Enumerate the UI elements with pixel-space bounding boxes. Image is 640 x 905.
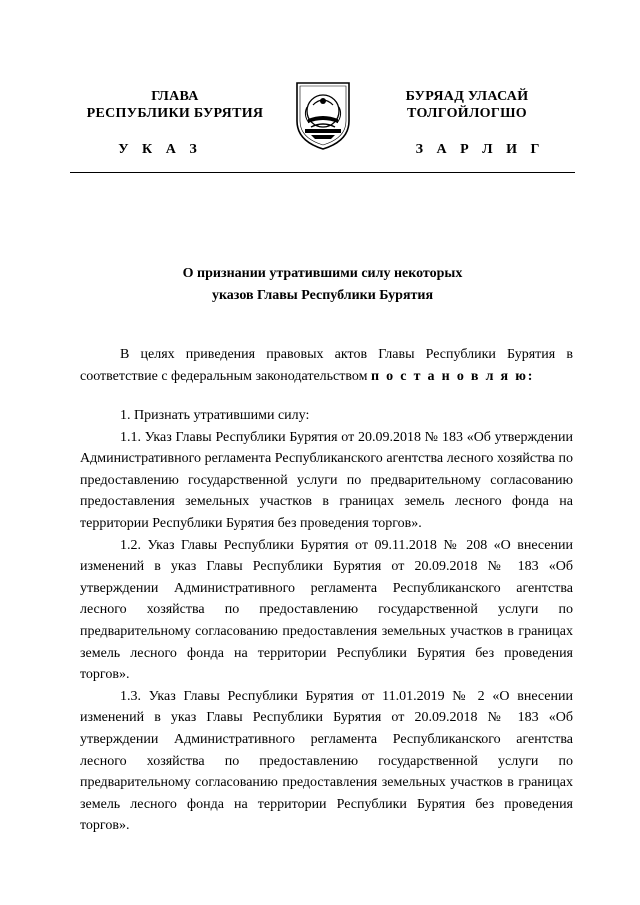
intro-paragraph xyxy=(80,344,573,387)
issuer-ru xyxy=(80,88,270,122)
decree-items xyxy=(80,405,573,837)
decree-title xyxy=(70,263,575,307)
issuer-ru-line2: РЕСПУБЛИКИ БУРЯТИЯ xyxy=(86,106,264,121)
resolution-word: п о с т а н о в л я ю: xyxy=(371,368,535,384)
issuer-ru-line1: ГЛАВА xyxy=(151,89,199,104)
intro-text: В целях приведения правовых актов Главы Республики Бурятия в соответствие с федеральным законодательством xyxy=(80,347,573,384)
item-1: 1. Признать утратившими силу: xyxy=(120,408,310,423)
issuer-bua-line1: БУРЯАД УЛАСАЙ xyxy=(405,89,529,104)
doc-type-ru: У К А З xyxy=(118,142,202,157)
issuer-bua-line2: ТОЛГОЙЛОГШО xyxy=(407,106,527,121)
issuer-bua xyxy=(372,88,562,122)
item-1-3: 1.3. Указ Главы Республики Бурятия от 11.01.2019 № 2 «О внесении изменений в указ Главы Республики Бурятия от 20.09.2018 № 183 «Об утверждении Административного регламента Республиканского агентства лесного хозяйства по предоставлению государственной услуги по предварительному согласованию предоставления земельных участков в границах земель лесного фонда на территории Республики Бурятия без проведения торгов». xyxy=(80,688,573,834)
coat-of-arms-icon xyxy=(291,77,355,153)
title-line1: О признании утратившими силу некоторых xyxy=(182,266,463,281)
header-divider xyxy=(70,172,575,173)
item-1-2: 1.2. Указ Главы Республики Бурятия от 09.11.2018 № 208 «О внесении изменений в указ Главы Республики Бурятия от 20.09.2018 № 183 «Об утверждении Административного регламента Республиканского агентства лесного хозяйства по предоставлению государственной услуги по предварительному согласованию предоставления земельных участков в границах земель лесного фонда на территории Республики Бурятия без проведения торгов». xyxy=(80,537,573,683)
doc-type-bua: З А Р Л И Г xyxy=(415,142,545,157)
item-1-1: 1.1. Указ Главы Республики Бурятия от 20.09.2018 № 183 «Об утверждении Административного регламента Республиканского агентства лесного хозяйства по предоставлению государственной услуги по предварительному согласованию предоставления земельных участков в границах земель лесного фонда на территории Республики Бурятия без проведения торгов». xyxy=(80,429,573,531)
title-line2: указов Главы Республики Бурятия xyxy=(211,288,434,303)
